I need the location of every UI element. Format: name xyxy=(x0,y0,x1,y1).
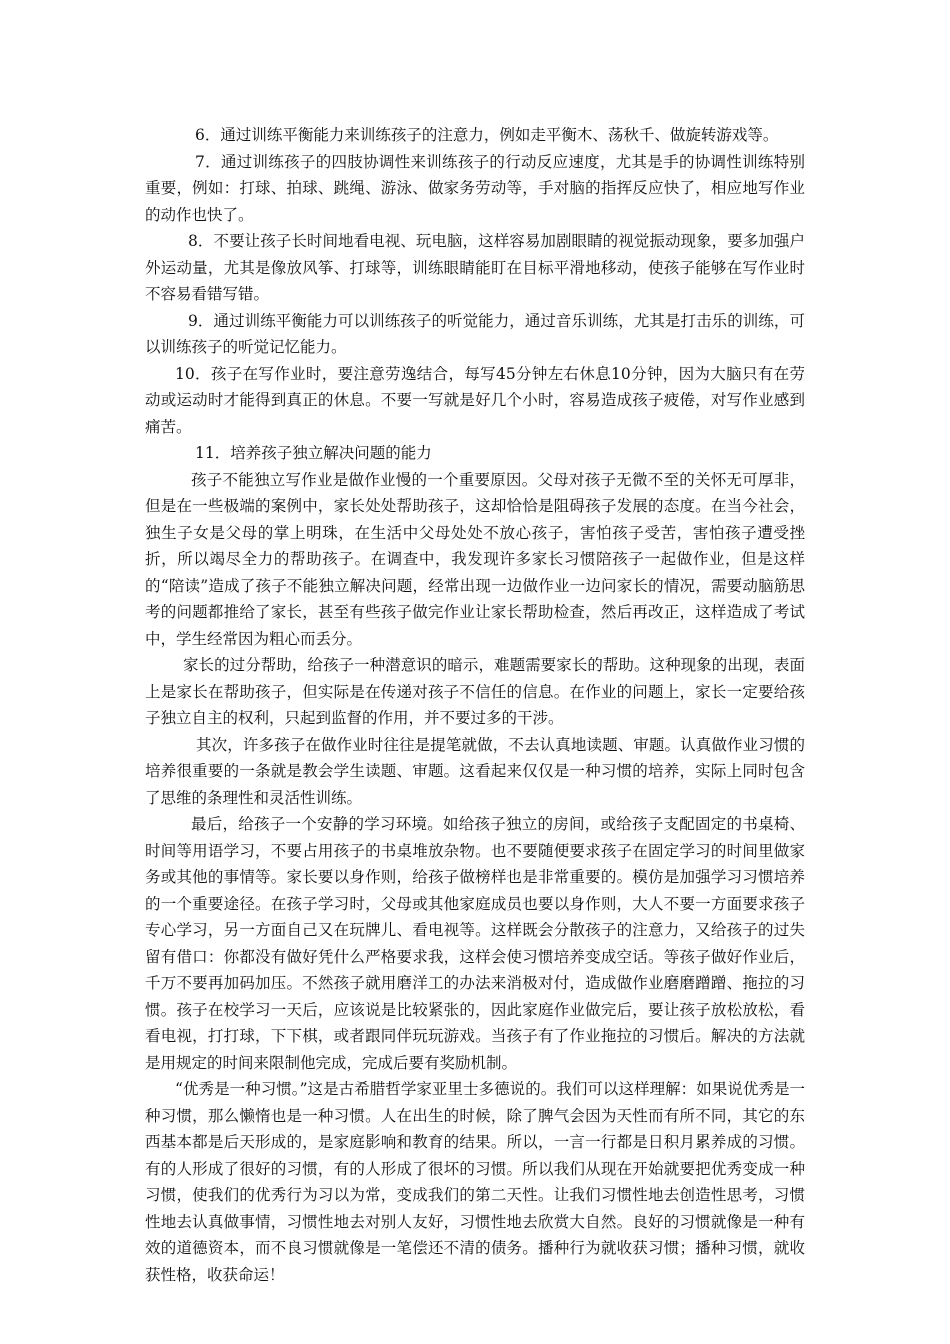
body-paragraph: “优秀是一种习惯。”这是古希腊哲学家亚里士多德说的。我们可以这样理解：如果说优秀是一种习惯，那么懒惰也是一种习惯。人在出生的时候，除了脾气会因为天性而有所不同，其它的东西基本都是后天形成的，是家庭影响和教育的结果。所以，一言一行都是日积月累养成的习惯。有的人形成了很好的习惯，有的人形成了很坏的习惯。所以我们从现在开始就要把优秀变成一种习惯，使我们的优秀行为习以为常，变成我们的第二天性。让我们习惯性地去创造性思考，习惯性地去认真做事情，习惯性地去对别人友好，习惯性地去欣赏大自然。良好的习惯就像是一种有效的道德资本，而不良习惯就像是一笔偿还不清的债务。播种行为就收获习惯；播种习惯，就收获性格，收获命运！ xyxy=(145,1080,805,1284)
section-heading: 11．培养孩子独立解决问题的能力 xyxy=(195,444,432,462)
list-item-10: 10．孩子在写作业时，要注意劳逸结合，每写45分钟左右休息10分钟，因为大脑只有在劳动或运动时才能得到真正的休息。不要一写就是好几个小时，容易造成孩子疲倦，对写作业感到痛苦。 xyxy=(145,364,805,436)
body-paragraph: 家长的过分帮助，给孩子一种潜意识的暗示，难题需要家长的帮助。这种现象的出现，表面上是家长在帮助孩子，但实际是在传递对孩子不信任的信息。在作业的问题上，家长一定要给孩子独立自主的权利，只起到监督的作用，并不要过多的干涉。 xyxy=(145,656,805,727)
list-item-9: 9．通过训练平衡能力可以训练孩子的听觉能力，通过音乐训练，尤其是打击乐的训练，可以训练孩子的听觉记忆能力。 xyxy=(145,311,805,356)
list-item-8: 8．不要让孩子长时间地看电视、玩电脑，这样容易加剧眼睛的视觉振动现象，要多加强户外运动量，尤其是像放风筝、打球等，训练眼睛能盯在目标平滑地移动，使孩子能够在写作业时不容易看错写错。 xyxy=(145,232,805,303)
list-item-6: 6．通过训练平衡能力来训练孩子的注意力，例如走平衡木、荡秋千、做旋转游戏等。 xyxy=(195,126,779,144)
body-paragraph: 最后，给孩子一个安静的学习环境。如给孩子独立的房间，或给孩子支配固定的书桌椅、时间等用语学习，不要占用孩子的书桌堆放杂物。也不要随便要求孩子在固定学习的时间里做家务或其他的事情等。家长要以身作则，给孩子做榜样也是非常重要的。模仿是加强学习习惯培养的一个重要途径。在孩子学习时，父母或其他家庭成员也要以身作则，大人不要一方面要求孩子专心学习，另一方面自己又在玩牌儿、看电视等。这样既会分散孩子的注意力，又给孩子的过失留有借口：你都没有做好凭什么严格要求我，这样会使习惯培养变成空话。等孩子做好作业后，千万不要再加码加压。不然孩子就用磨洋工的办法来消极对付，造成做作业磨磨蹭蹭、拖拉的习惯。孩子在校学习一天后，应该说是比较紧张的，因此家庭作业做完后，要让孩子放松放松，看看电视，打打球，下下棋，或者跟同伴玩玩游戏。当孩子有了作业拖拉的习惯后。解决的方法就是用规定的时间来限制他完成，完成后要有奖励机制。 xyxy=(145,815,805,1072)
body-paragraph: 其次，许多孩子在做作业时往往是提笔就做，不去认真地读题、审题。认真做作业习惯的培养很重要的一条就是教会学生读题、审题。这看起来仅仅是一种习惯的培养，实际上同时包含了思维的条理性和灵活性训练。 xyxy=(145,735,805,807)
document-body xyxy=(145,122,805,1288)
list-item-7: 7．通过训练孩子的四肢协调性来训练孩子的行动反应速度，尤其是手的协调性训练特别重要，例如：打球、拍球、跳绳、游泳、做家务劳动等，手对脑的指挥反应快了，相应地写作业的动作也快了。 xyxy=(145,152,805,224)
body-paragraph: 孩子不能独立写作业是做作业慢的一个重要原因。父母对孩子无微不至的关怀无可厚非，但是在一些极端的案例中，家长处处帮助孩子，这却恰恰是阻碍孩子发展的态度。在当今社会，独生子女是父母的掌上明珠，在生活中父母处处不放心孩子，害怕孩子受苦，害怕孩子遭受挫折，所以竭尽全力的帮助孩子。在调查中，我发现许多家长习惯陪孩子一起做作业，但是这样的“陪读”造成了孩子不能独立解决问题，经常出现一边做作业一边问家长的情况，需要动脑筋思考的问题都推给了家长，甚至有些孩子做完作业让家长帮助检查，然后再改正，这样造成了考试中，学生经常因为粗心而丢分。 xyxy=(145,470,805,648)
